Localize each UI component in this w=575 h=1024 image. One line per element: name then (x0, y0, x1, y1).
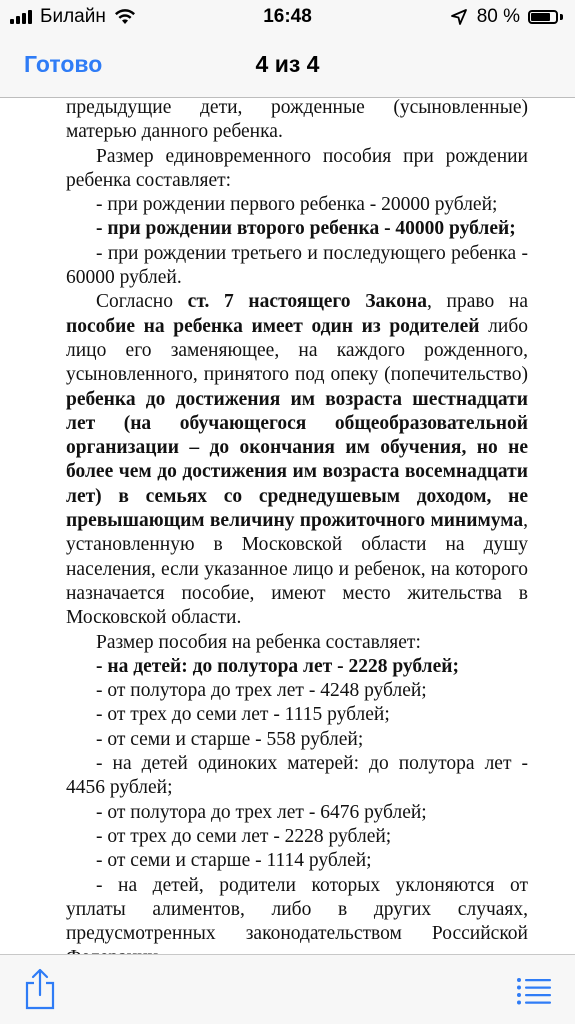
share-icon[interactable] (24, 968, 56, 1010)
list-item: - от трех до семи лет - 2228 рублей; (96, 825, 392, 847)
navigation-bar (0, 34, 575, 98)
done-button[interactable]: Готово (24, 51, 103, 77)
list-icon[interactable] (516, 977, 552, 1005)
bottom-toolbar (0, 954, 575, 1024)
text-span: , право на (427, 291, 528, 313)
clock: 16:48 (263, 6, 312, 27)
battery-icon (528, 10, 558, 24)
battery-percent: 80 % (476, 6, 520, 27)
bold-span: ст. 7 настоящего Закона (187, 291, 427, 313)
status-right (451, 6, 563, 28)
list-item: - от трех до семи лет - 1115 рублей; (96, 704, 390, 726)
paragraph: Размер единовременного пособия при рождении ребенка составляет: (66, 145, 528, 191)
paragraph-article-7 (66, 290, 528, 630)
page-counter-title: 4 из 4 (255, 51, 320, 77)
battery-tip (560, 14, 563, 20)
carrier-name: Билайн (40, 6, 106, 27)
bold-span: пособие на ребенка имеет один из родителей (66, 315, 480, 337)
list-item: - на детей одиноких матерей: до полутора лет - 4456 рублей; (66, 753, 528, 799)
list-item: - от семи и старше - 558 рублей; (96, 728, 364, 750)
paragraph: предыдущие дети, рожденные (усыновленные) матерью данного ребенка. (66, 97, 528, 143)
list-item: - на детей, родители которых уклоняются от уплаты алиментов, либо в других случаях, предусмотренных законодательством Российской (66, 874, 528, 945)
list-item: - от семи и старше - 1114 рублей; (96, 850, 372, 872)
text-span: либо лицо его заменяющее, на каждого рожденного, усыновленного, принятого под опеку (попечительство) (66, 315, 528, 386)
paragraph: Размер пособия на ребенка составляет: (96, 631, 421, 653)
location-icon (451, 9, 467, 25)
text-span: , установленную в Московской области на душу населения, если указанное лицо и ребенок, на которого назначается пособие, имеют место жительства в Московской области. (66, 510, 528, 629)
list-item: - при рождении первого ребенка - 20000 рублей; (96, 194, 498, 216)
list-item-bold: - на детей: до полутора лет - 2228 рублей; (96, 655, 459, 677)
bold-span: ребенка до достижения им возраста шестнадцати лет (на обучающегося общеобразовательной организации – до окончания им обучения, но не более чем до достижения им возраста восемнадцати лет) в семьях со среднедушевым доходом, не превышающим величину прожиточного минимума (66, 388, 528, 532)
list-item: - от полутора до трех лет - 4248 рублей; (96, 680, 427, 702)
document-viewer[interactable] (66, 96, 528, 954)
text-span: Согласно (96, 291, 188, 313)
status-bar (0, 0, 575, 34)
list-item: - от полутора до трех лет - 6476 рублей; (96, 801, 427, 823)
list-item: - при рождении третьего и последующего ребенка - 60000 рублей. (66, 242, 528, 289)
list-item-bold: - при рождении второго ребенка - 40000 рублей; (96, 218, 516, 240)
